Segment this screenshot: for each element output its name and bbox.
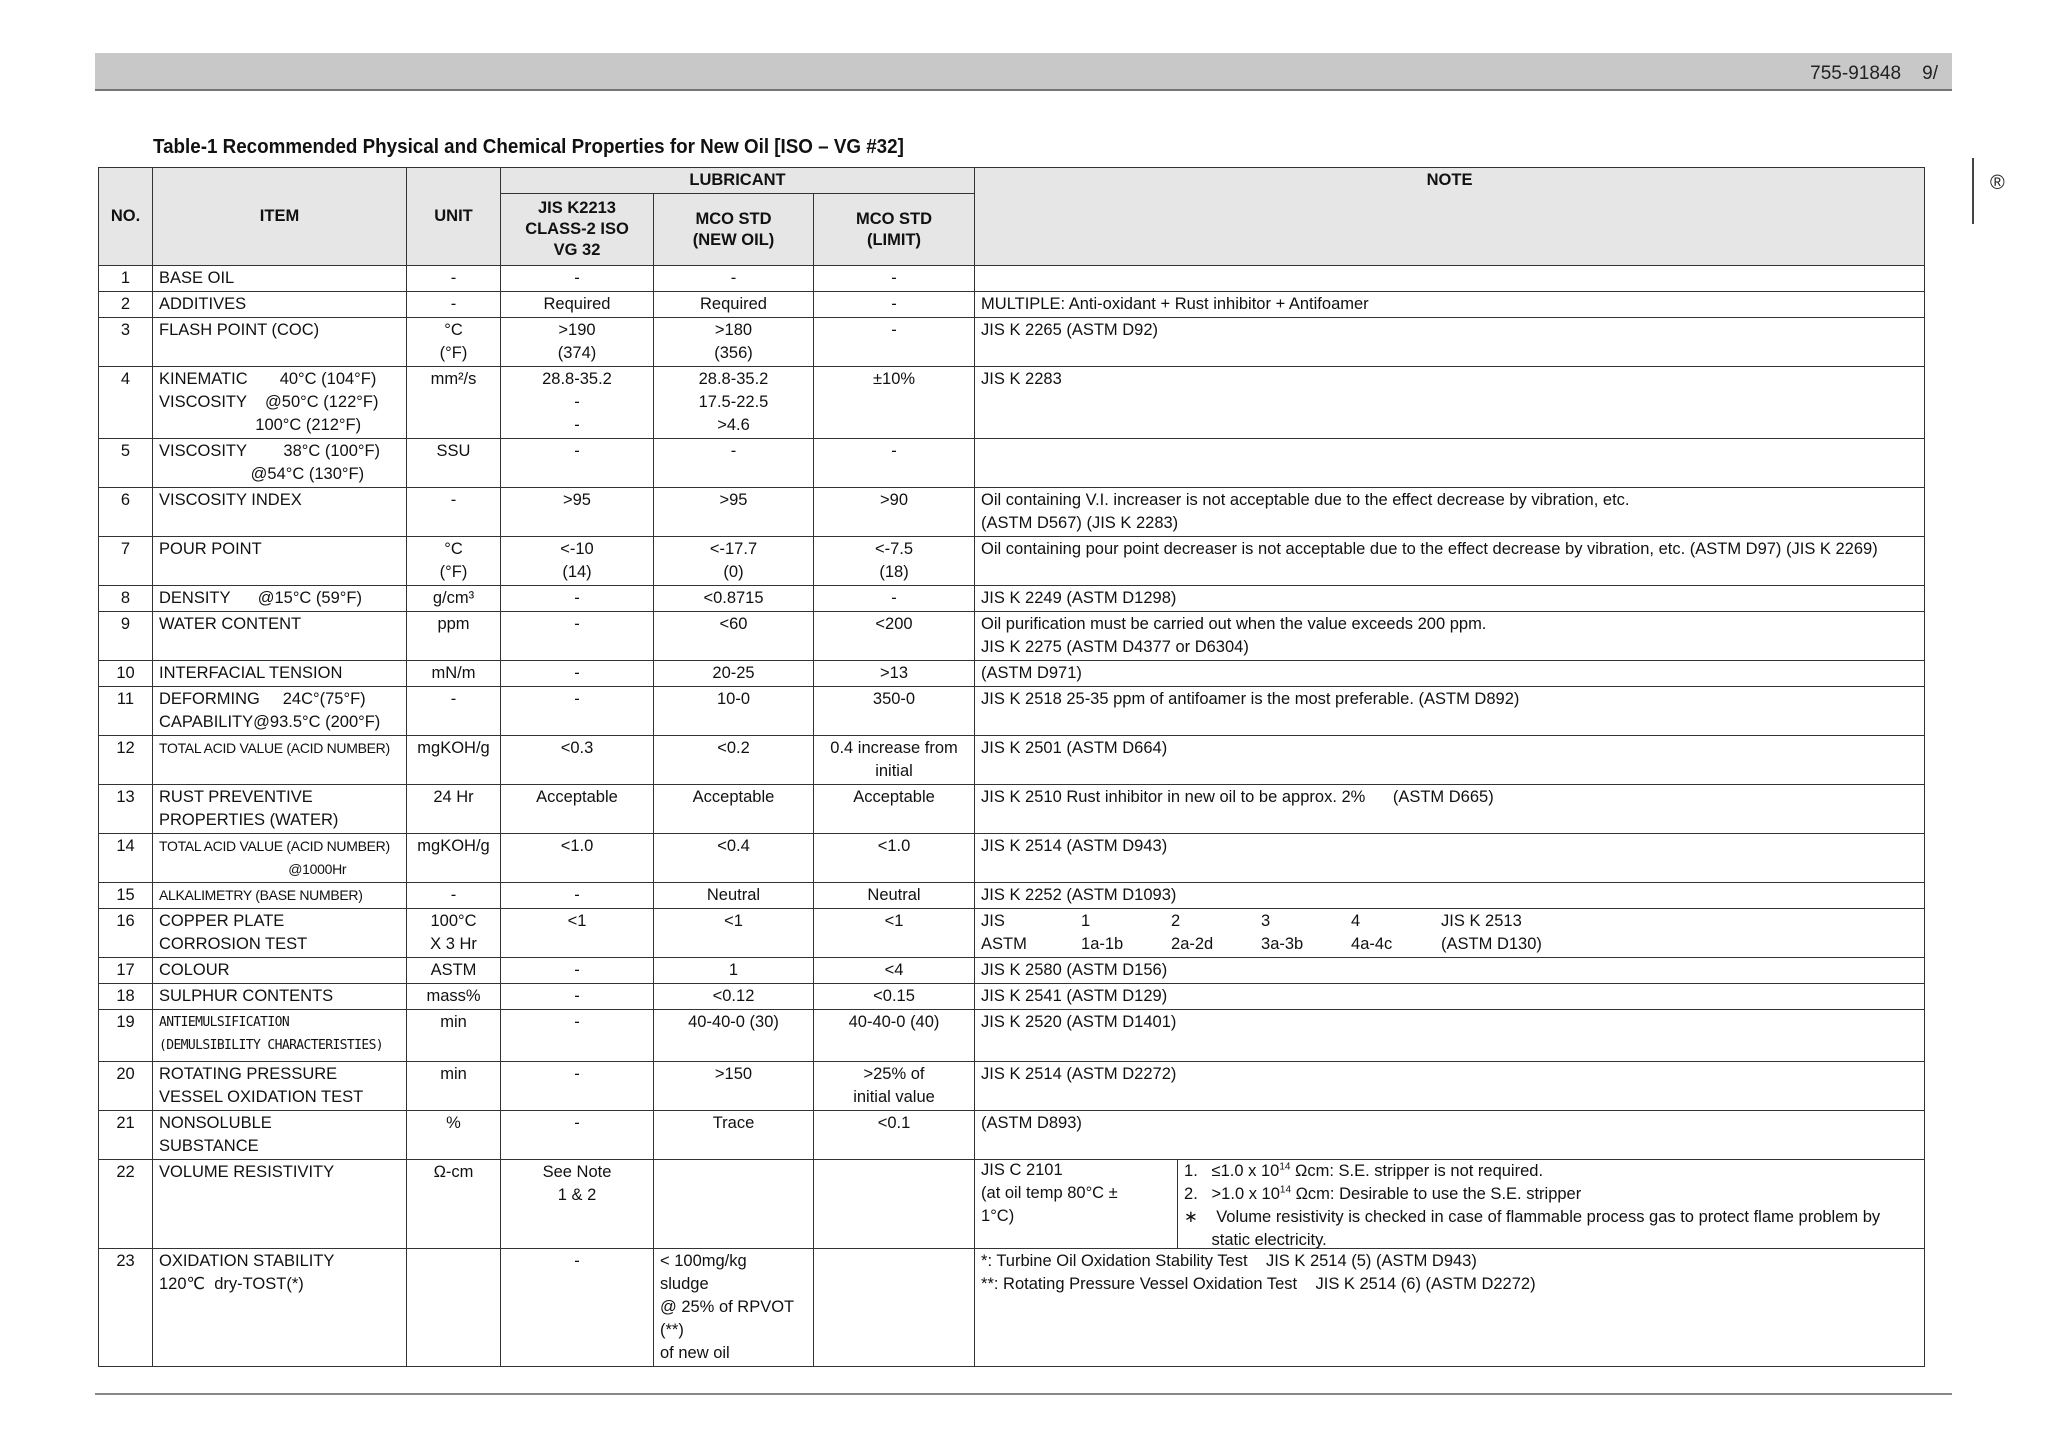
- table-row: [99, 1249, 1925, 1367]
- jis-value-cell: -: [501, 1111, 654, 1160]
- properties-table: [98, 167, 1925, 1367]
- unit-text: mm²/s: [430, 370, 477, 388]
- row-number: 18: [99, 984, 153, 1010]
- note-cell: JIS K 2252 (ASTM D1093): [975, 883, 1925, 909]
- item-cell: KINEMATIC 40°C (104°F) VISCOSITY @50°C (122°F) 100°C (212°F): [153, 367, 407, 439]
- row-number: 8: [99, 586, 153, 612]
- table-row: [99, 586, 1925, 612]
- jis-value-cell: -: [501, 687, 654, 736]
- table-row: [99, 266, 1925, 292]
- unit-cell: -: [407, 292, 501, 318]
- table-row: [99, 834, 1925, 883]
- mco-new-value-cell: >180 (356): [654, 318, 814, 367]
- note-cell: JIS K 2510 Rust inhibitor in new oil to be approx. 2% (ASTM D665): [975, 785, 1925, 834]
- side-margin-mark: [1972, 158, 1974, 224]
- mco-limit-value-cell: <-7.5 (18): [814, 537, 975, 586]
- note-cell: Oil containing pour point decreaser is not acceptable due to the effect decrease by vibration, etc. (ASTM D97) (JIS K 2269): [975, 537, 1925, 586]
- note-cell: [975, 439, 1925, 488]
- unit-cell: [407, 1249, 501, 1367]
- note-cell: *: Turbine Oil Oxidation Stability Test JIS K 2514 (5) (ASTM D943) **: Rotating Pressure Vessel Oxidation Test JIS K 2514 (6) (ASTM D2272): [975, 1249, 1925, 1367]
- table-row: [99, 367, 1925, 439]
- mco-limit-value-cell: -: [814, 586, 975, 612]
- unit-cell: ppm: [407, 612, 501, 661]
- table-row: [99, 736, 1925, 785]
- copper-note-row1-cell: JIS: [981, 912, 1005, 930]
- jis-value-cell: Acceptable: [501, 785, 654, 834]
- table-row: [99, 1160, 1925, 1249]
- jis-value-cell: <0.3: [501, 736, 654, 785]
- copper-note-row2-cell: ASTM: [981, 935, 1027, 953]
- mco-new-value-cell: <0.12: [654, 984, 814, 1010]
- mco-limit-value-cell: >13: [814, 661, 975, 687]
- table-row: [99, 318, 1925, 367]
- table-row: [99, 909, 1925, 958]
- note-cell: JIS K 2514 (ASTM D943): [975, 834, 1925, 883]
- table-title: Table-1 Recommended Physical and Chemical Properties for New Oil [ISO – VG #32]: [153, 136, 904, 158]
- unit-cell: -: [407, 266, 501, 292]
- table-row: [99, 883, 1925, 909]
- exponent: 14: [1279, 1184, 1292, 1196]
- table-row: [99, 488, 1925, 537]
- row-number: 5: [99, 439, 153, 488]
- header-no: NO.: [99, 168, 153, 266]
- mco-limit-value-cell: <4: [814, 958, 975, 984]
- mco-limit-value-cell: >25% of initial value: [814, 1062, 975, 1111]
- note-cell: JIS K 2580 (ASTM D156): [975, 958, 1925, 984]
- copper-note-row2-cell: 3a-3b: [1261, 935, 1304, 953]
- mco-new-value-cell: Trace: [654, 1111, 814, 1160]
- unit-cell: °C (°F): [407, 318, 501, 367]
- mco-limit-value-cell: <200: [814, 612, 975, 661]
- row-number: 1: [99, 266, 153, 292]
- unit-cell: ASTM: [407, 958, 501, 984]
- document-number: 755-91848 9/: [1810, 63, 1938, 84]
- copper-note-row1-cell: 1: [1081, 912, 1091, 930]
- item-cell: DENSITY @15°C (59°F): [153, 586, 407, 612]
- jis-value-cell: -: [501, 1010, 654, 1062]
- note-cell: JIS K 2265 (ASTM D92): [975, 318, 1925, 367]
- item-cell: TOTAL ACID VALUE (ACID NUMBER) @1000Hr: [153, 834, 407, 883]
- jis-value-cell: Required: [501, 292, 654, 318]
- mco-limit-value-cell: 350-0: [814, 687, 975, 736]
- mco-limit-value-cell: [814, 1249, 975, 1367]
- jis-value-cell: -: [501, 266, 654, 292]
- note-cell: JIS K 2520 (ASTM D1401): [975, 1010, 1925, 1062]
- header-mco-limit: MCO STD (LIMIT): [814, 194, 975, 266]
- unit-cell: Ω-cm: [407, 1160, 501, 1249]
- row-number: 23: [99, 1249, 153, 1367]
- copper-note-row1-cell: 3: [1261, 912, 1271, 930]
- row-number: 19: [99, 1010, 153, 1062]
- note-cell: JIS K 2518 25-35 ppm of antifoamer is the most preferable. (ASTM D892): [975, 687, 1925, 736]
- note-cell: JIS K 2514 (ASTM D2272): [975, 1062, 1925, 1111]
- resistivity-note: [975, 1160, 1924, 1248]
- copper-note-row1-cell: JIS K 2513: [1441, 912, 1522, 930]
- note-cell: JIS K 2249 (ASTM D1298): [975, 586, 1925, 612]
- copper-note-row2-cell: 1a-1b: [1081, 935, 1124, 953]
- copper-note-row2-cell: (ASTM D130): [1441, 935, 1542, 953]
- jis-value-cell: -: [501, 612, 654, 661]
- row-number: 3: [99, 318, 153, 367]
- row-number: 10: [99, 661, 153, 687]
- row-number: 9: [99, 612, 153, 661]
- row-number: 4: [99, 367, 153, 439]
- mco-limit-value-cell: ±10%: [814, 367, 975, 439]
- mco-new-value-cell: <0.8715: [654, 586, 814, 612]
- header-lubricant: LUBRICANT: [501, 168, 975, 194]
- mco-new-value-cell: 20-25: [654, 661, 814, 687]
- row-number: 17: [99, 958, 153, 984]
- row-number: 7: [99, 537, 153, 586]
- item-cell: DEFORMING 24C°(75°F) CAPABILITY@93.5°C (200°F): [153, 687, 407, 736]
- note-cell: Oil purification must be carried out when the value exceeds 200 ppm. JIS K 2275 (ASTM D4377 or D6304): [975, 612, 1925, 661]
- mco-new-value-cell: < 100mg/kg sludge @ 25% of RPVOT (**) of new oil: [654, 1249, 814, 1367]
- note-cell: (ASTM D971): [975, 661, 1925, 687]
- jis-value-cell: <-10 (14): [501, 537, 654, 586]
- mco-limit-value-cell: <1.0: [814, 834, 975, 883]
- unit-cell: SSU: [407, 439, 501, 488]
- criterion-text: 2. >1.0 x 10: [1184, 1185, 1280, 1203]
- resistivity-standard: JIS C 2101 (at oil temp 80°C ± 1°C): [975, 1160, 1178, 1249]
- row-number: 16: [99, 909, 153, 958]
- mco-limit-value-cell: -: [814, 266, 975, 292]
- header-jis: JIS K2213 CLASS-2 ISO VG 32: [501, 194, 654, 266]
- mco-limit-value-cell: <0.1: [814, 1111, 975, 1160]
- unit-cell: mN/m: [407, 661, 501, 687]
- unit-cell: min: [407, 1010, 501, 1062]
- mco-limit-value-cell: [814, 1160, 975, 1249]
- mco-new-value-cell: <0.4: [654, 834, 814, 883]
- item-cell: OXIDATION STABILITY 120℃ dry-TOST(*): [153, 1249, 407, 1367]
- mco-limit-value-cell: 40-40-0 (40): [814, 1010, 975, 1062]
- unit-cell: -: [407, 687, 501, 736]
- row-number: 6: [99, 488, 153, 537]
- item-cell: NONSOLUBLE SUBSTANCE: [153, 1111, 407, 1160]
- jis-value-cell: -: [501, 661, 654, 687]
- table-row: [99, 661, 1925, 687]
- mco-new-value-cell: -: [654, 439, 814, 488]
- unit-cell: [407, 586, 501, 612]
- jis-value-cell: -: [501, 958, 654, 984]
- row-number: 2: [99, 292, 153, 318]
- mco-limit-value-cell: <0.15: [814, 984, 975, 1010]
- item-cell: BASE OIL: [153, 266, 407, 292]
- row-number: 14: [99, 834, 153, 883]
- note-cell: Oil containing V.I. increaser is not acceptable due to the effect decrease by vibration, etc. (ASTM D567) (JIS K 2283): [975, 488, 1925, 537]
- row-number: 15: [99, 883, 153, 909]
- unit-cell: -: [407, 488, 501, 537]
- note-cell: (ASTM D893): [975, 1111, 1925, 1160]
- mco-limit-value-cell: -: [814, 439, 975, 488]
- jis-value-cell: -: [501, 1249, 654, 1367]
- item-cell: ALKALIMETRY (BASE NUMBER): [153, 883, 407, 909]
- mco-new-value-cell: <1: [654, 909, 814, 958]
- item-cell: SULPHUR CONTENTS: [153, 984, 407, 1010]
- resistivity-criteria: [1178, 1160, 1924, 1248]
- header-mco-new: MCO STD (NEW OIL): [654, 194, 814, 266]
- jis-value-cell: See Note 1 & 2: [501, 1160, 654, 1249]
- note-cell: [975, 1160, 1925, 1249]
- copper-note-row2-cell: 2a-2d: [1171, 935, 1214, 953]
- exponent: 14: [1279, 1161, 1291, 1173]
- table-row: [99, 612, 1925, 661]
- item-cell: ROTATING PRESSURE VESSEL OXIDATION TEST: [153, 1062, 407, 1111]
- mco-limit-value-cell: Neutral: [814, 883, 975, 909]
- mco-limit-value-cell: -: [814, 318, 975, 367]
- criterion-text: Ωcm: Desirable to use the S.E. stripper: [1291, 1185, 1582, 1203]
- item-cell: TOTAL ACID VALUE (ACID NUMBER): [153, 736, 407, 785]
- mco-new-value-cell: 10-0: [654, 687, 814, 736]
- mco-new-value-cell: >150: [654, 1062, 814, 1111]
- mco-limit-value-cell: <1: [814, 909, 975, 958]
- jis-value-cell: >95: [501, 488, 654, 537]
- unit-cell: %: [407, 1111, 501, 1160]
- mco-limit-value-cell: >90: [814, 488, 975, 537]
- mco-new-value-cell: <60: [654, 612, 814, 661]
- copper-note-row1-cell: 2: [1171, 912, 1181, 930]
- mco-new-value-cell: >95: [654, 488, 814, 537]
- note-cell: JIS K 2541 (ASTM D129): [975, 984, 1925, 1010]
- unit-cell: mgKOH/g: [407, 834, 501, 883]
- row-number: 22: [99, 1160, 153, 1249]
- row-number: 20: [99, 1062, 153, 1111]
- note-cell: JIS K 2501 (ASTM D664): [975, 736, 1925, 785]
- unit-cell: [407, 367, 501, 439]
- table-row: [99, 537, 1925, 586]
- table-row: [99, 1062, 1925, 1111]
- item-cell: WATER CONTENT: [153, 612, 407, 661]
- note-cell: MULTIPLE: Anti-oxidant + Rust inhibitor + Antifoamer: [975, 292, 1925, 318]
- unit-cell: °C (°F): [407, 537, 501, 586]
- copper-note-row1-cell: 4: [1351, 912, 1361, 930]
- unit-text: g/cm³: [432, 589, 475, 607]
- jis-value-cell: 28.8-35.2 - -: [501, 367, 654, 439]
- row-number: 11: [99, 687, 153, 736]
- item-cell: VOLUME RESISTIVITY: [153, 1160, 407, 1249]
- mco-new-value-cell: Neutral: [654, 883, 814, 909]
- unit-cell: mass%: [407, 984, 501, 1010]
- item-cell: ADDITIVES: [153, 292, 407, 318]
- jis-value-cell: -: [501, 439, 654, 488]
- table-row: [99, 687, 1925, 736]
- unit-cell: min: [407, 1062, 501, 1111]
- note-cell: [975, 909, 1925, 958]
- footer-rule: [95, 1393, 1952, 1395]
- mco-limit-value-cell: Acceptable: [814, 785, 975, 834]
- item-cell: COLOUR: [153, 958, 407, 984]
- jis-value-cell: >190 (374): [501, 318, 654, 367]
- item-cell: ANTIEMULSIFICATION (DEMULSIBILITY CHARACTERISTIES): [153, 1010, 407, 1062]
- item-cell: POUR POINT: [153, 537, 407, 586]
- jis-value-cell: <1.0: [501, 834, 654, 883]
- mco-new-value-cell: -: [654, 266, 814, 292]
- row-number: 13: [99, 785, 153, 834]
- table-row: [99, 984, 1925, 1010]
- mco-limit-value-cell: 0.4 increase from initial: [814, 736, 975, 785]
- table-row: [99, 1111, 1925, 1160]
- item-cell: VISCOSITY INDEX: [153, 488, 407, 537]
- table-row: [99, 958, 1925, 984]
- mco-new-value-cell: [654, 1160, 814, 1249]
- copper-note-row2-cell: 4a-4c: [1351, 935, 1393, 953]
- item-cell: FLASH POINT (COC): [153, 318, 407, 367]
- header-item: ITEM: [153, 168, 407, 266]
- header-unit: UNIT: [407, 168, 501, 266]
- jis-value-cell: -: [501, 883, 654, 909]
- jis-value-cell: <1: [501, 909, 654, 958]
- item-cell: COPPER PLATE CORROSION TEST: [153, 909, 407, 958]
- mco-new-value-cell: 40-40-0 (30): [654, 1010, 814, 1062]
- jis-value-cell: -: [501, 586, 654, 612]
- unit-cell: 24 Hr: [407, 785, 501, 834]
- item-cell: INTERFACIAL TENSION: [153, 661, 407, 687]
- resistivity-criterion-2: [1184, 1183, 1924, 1206]
- unit-cell: -: [407, 883, 501, 909]
- mco-new-value-cell: <-17.7 (0): [654, 537, 814, 586]
- mco-new-value-cell: 28.8-35.2 17.5-22.5 >4.6: [654, 367, 814, 439]
- table-row: [99, 1010, 1925, 1062]
- copper-corrosion-note: [981, 910, 1918, 956]
- mco-limit-value-cell: -: [814, 292, 975, 318]
- note-cell: [975, 266, 1925, 292]
- jis-value-cell: -: [501, 984, 654, 1010]
- criterion-text: 1. ≤1.0 x 10: [1184, 1162, 1280, 1180]
- header-note: NOTE: [975, 168, 1925, 266]
- resistivity-criterion-3: ∗ Volume resistivity is checked in case of flammable process gas to protect flame problem by static electricity.: [1184, 1208, 1881, 1249]
- unit-cell: 100°C X 3 Hr: [407, 909, 501, 958]
- note-cell: JIS K 2283: [975, 367, 1925, 439]
- jis-value-cell: -: [501, 1062, 654, 1111]
- registered-mark: ®: [1990, 172, 2005, 194]
- mco-new-value-cell: Acceptable: [654, 785, 814, 834]
- item-cell: VISCOSITY 38°C (100°F) @54°C (130°F): [153, 439, 407, 488]
- table-row: [99, 439, 1925, 488]
- criterion-text: Ωcm: S.E. stripper is not required.: [1290, 1162, 1544, 1180]
- mco-new-value-cell: 1: [654, 958, 814, 984]
- mco-new-value-cell: <0.2: [654, 736, 814, 785]
- item-cell: RUST PREVENTIVE PROPERTIES (WATER): [153, 785, 407, 834]
- mco-new-value-cell: Required: [654, 292, 814, 318]
- resistivity-criterion-1: [1184, 1160, 1924, 1183]
- row-number: 21: [99, 1111, 153, 1160]
- unit-cell: mgKOH/g: [407, 736, 501, 785]
- row-number: 12: [99, 736, 153, 785]
- page-header-bar: [95, 53, 1952, 91]
- table-row: [99, 785, 1925, 834]
- table-row: [99, 292, 1925, 318]
